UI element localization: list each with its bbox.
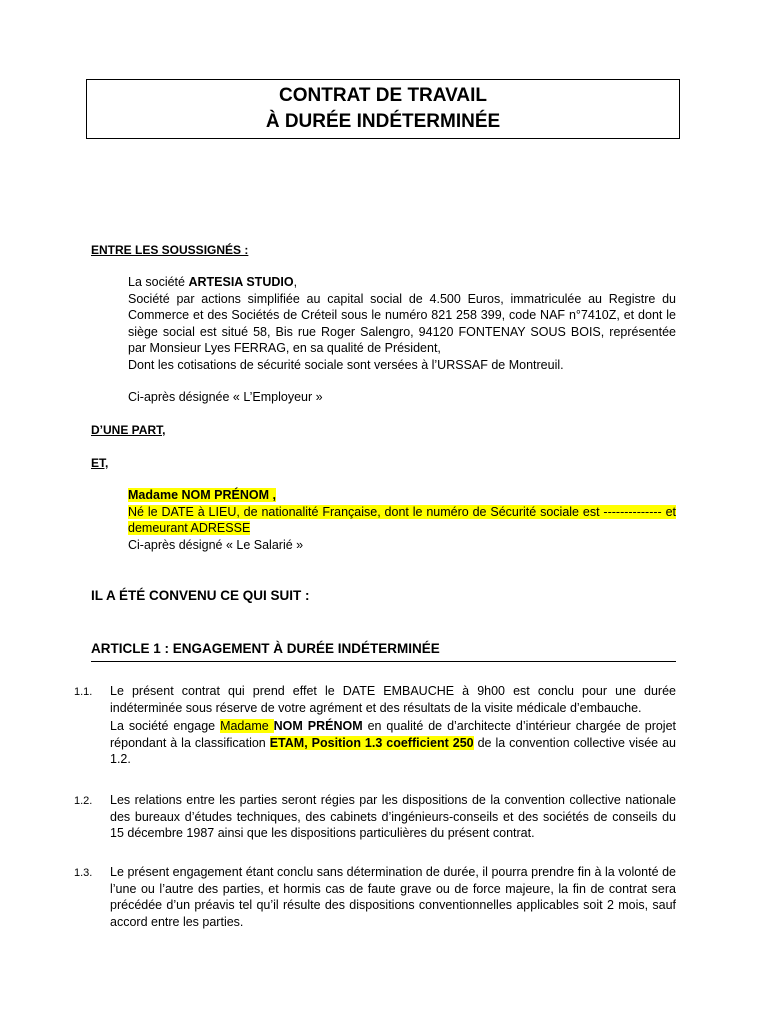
- employee-name: Madame NOM PRÉNOM ,: [128, 488, 276, 502]
- employer-block: [128, 274, 676, 373]
- item-number-1-2: 1.2.: [74, 795, 93, 807]
- first-part-label: D’UNE PART,: [91, 423, 166, 437]
- item-1-3-paragraph: Le présent engagement étant conclu sans détermination de durée, il pourra prendre fin à la volonté de l’une ou l’autre des parties, et hormis cas de faute grave ou de force majeure, la fin de contrat sera précédée d’un préavis tel qu’il résulte des dispositions conventionnelles applicables soit 2 mois, sauf accord entre les parties.: [110, 865, 676, 929]
- employer-description: Société par actions simplifiée au capital social de 4.500 Euros, immatriculée au Registre du Commerce et des Sociétés de Créteil sous le numéro 821 258 399, code NAF n°7410Z, et dont le siège social est situé 58, Bis rue Roger Salengro, 94120 FONTENAY SOUS BOIS, représentée par Monsieur Lyes FERRAG, en sa qualité de Président,: [128, 291, 676, 355]
- employer-urssaf: Dont les cotisations de sécurité sociale sont versées à l’URSSAF de Montreuil.: [128, 357, 564, 372]
- employer-designation: Ci-après désignée « L’Employeur »: [128, 390, 323, 404]
- title-line-2: À DURÉE INDÉTERMINÉE: [265, 111, 501, 132]
- item-1-1-paragraph-2: La société engage Madame NOM PRÉNOM en qualité de d’architecte d’intérieur chargée de projet répondant à la classification ETAM, Position 1.3 coefficient 250 de la convention collective visée au 1.2.: [110, 719, 677, 766]
- employee-designation: Ci-après désigné « Le Salarié »: [128, 537, 304, 552]
- agreed-heading: IL A ÉTÉ CONVENU CE QUI SUIT :: [91, 588, 310, 603]
- title-line-1: CONTRAT DE TRAVAIL: [279, 85, 487, 106]
- article-1-title: ARTICLE 1 : ENGAGEMENT À DURÉE INDÉTERMINÉE: [91, 641, 676, 662]
- parties-heading: ENTRE LES SOUSSIGNÉS :: [91, 243, 249, 257]
- employee-name-inline: NOM PRÉNOM: [273, 719, 363, 733]
- employee-block: [128, 487, 676, 553]
- and-label: ET,: [91, 456, 109, 470]
- item-1-1-paragraph-1: Le présent contrat qui prend effet le DATE EMBAUCHE à 9h00 est conclu pour une durée indéterminée sous réserve de votre agrément et des résultats de la visite médicale d’embauche.: [110, 684, 676, 715]
- employer-intro: La société ARTESIA STUDIO,: [128, 275, 298, 289]
- document-title-box: [86, 79, 680, 139]
- item-1-2-paragraph: Les relations entre les parties seront régies par les dispositions de la convention collective nationale des bureaux d’études techniques, des cabinets d’ingénieurs-conseils et des sociétés de conseils du 15 décembre 1987 ainsi que les dispositions particulières du présent contrat.: [110, 793, 676, 840]
- highlight-madame: Madame: [220, 719, 274, 733]
- employee-details: Né le DATE à LIEU, de nationalité Française, dont le numéro de Sécurité sociale est -------------- et demeurant ADRESSE: [128, 504, 676, 535]
- item-number-1-1: 1.1.: [74, 686, 93, 698]
- classification-highlight: ETAM, Position 1.3 coefficient 250: [269, 735, 474, 750]
- item-number-1-3: 1.3.: [74, 867, 93, 879]
- employer-name: ARTESIA STUDIO: [188, 275, 294, 289]
